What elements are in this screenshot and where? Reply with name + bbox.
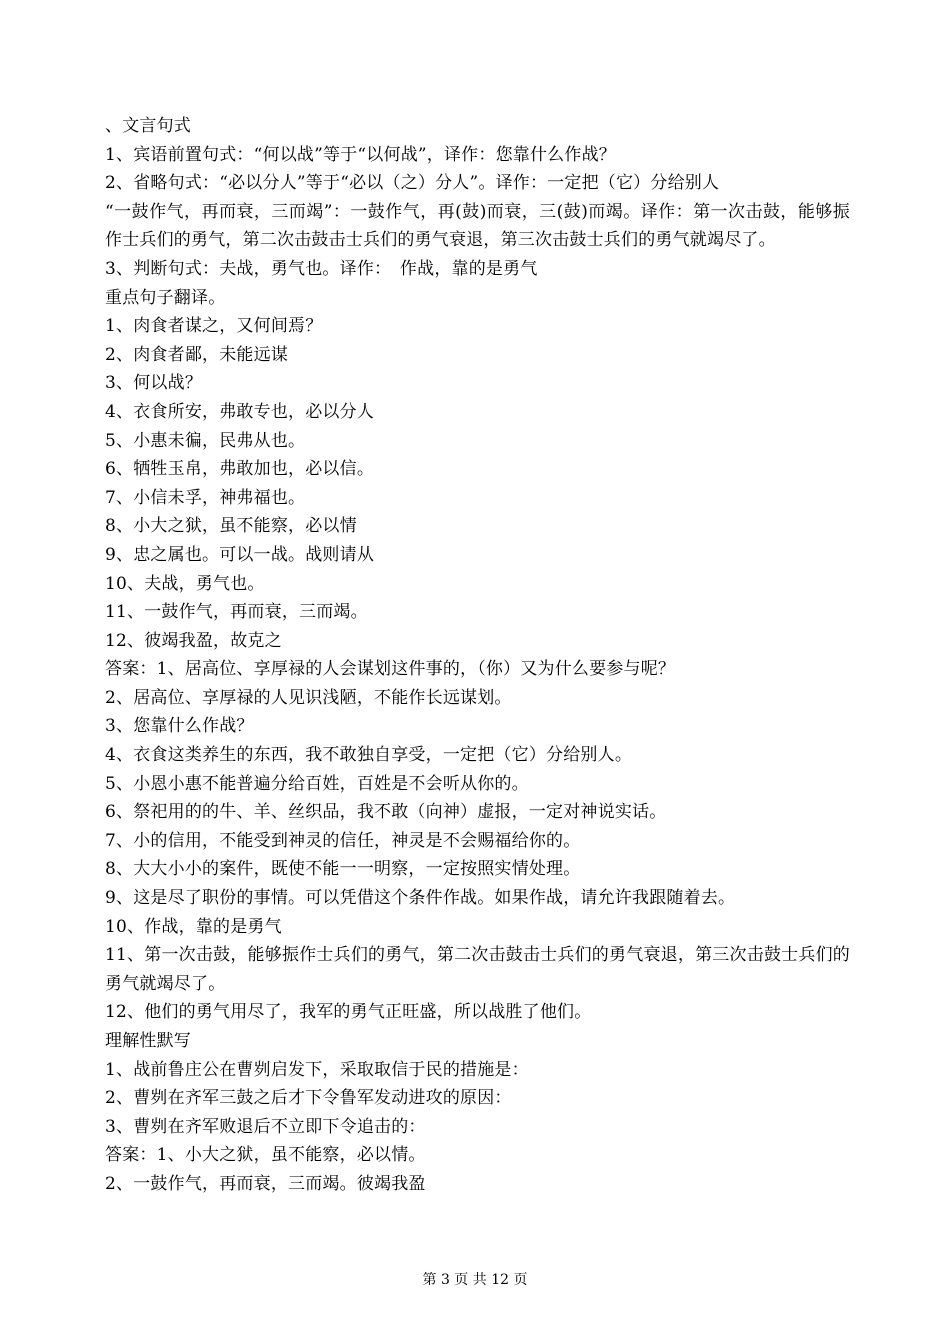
sentence-item: 6、牺牲玉帛，弗敢加也，必以信。: [105, 459, 375, 480]
answer-item-12: 12、他们的勇气用尽了，我军的勇气正旺盛，所以战胜了他们。: [105, 1002, 592, 1023]
dictation-question: 3、曹刿在齐军败退后不立即下令追击的：: [105, 1116, 426, 1137]
answer-item: 8、大大小小的案件，既使不能一一明察，一定按照实情处理。: [105, 859, 581, 880]
answer-item: 5、小恩小惠不能普遍分给百姓，百姓是不会听从你的。: [105, 773, 529, 794]
syntax-item-2: 2、省略句式：“必以分人”等于“必以（之）分人”。译作：一定把（它）分给别人: [105, 173, 720, 194]
answer-item: 答案：1、居高位、享厚禄的人会谋划这件事的，（你）又为什么要参与呢？: [105, 659, 676, 680]
sentence-item: 2、肉食者鄙，未能远谋: [105, 344, 289, 365]
answer-item: 7、小的信用，不能受到神灵的信任，神灵是不会赐福给你的。: [105, 830, 581, 851]
dictation-answer: 答案：1、小大之狱，虽不能察，必以情。: [105, 1145, 426, 1166]
sentence-item: 11、一鼓作气，再而衰，三而竭。: [105, 602, 368, 623]
answer-item: 2、居高位、享厚禄的人见识浅陋，不能作长远谋划。: [105, 687, 512, 708]
sentence-item: 10、夫战，勇气也。: [105, 573, 265, 594]
dictation-answer: 2、一鼓作气，再而衰，三而竭。彼竭我盈: [105, 1173, 426, 1194]
sentence-item: 4、衣食所安，弗敢专也，必以分人: [105, 401, 375, 422]
answer-item-11: 11、第一次击鼓，能够振作士兵们的勇气，第二次击鼓击士兵们的勇气衰退，第三次击鼓士兵们的勇气就竭尽了。: [105, 945, 850, 994]
answer-item: 3、您靠什么作战？: [105, 716, 254, 737]
answer-item: 4、衣食这类养生的东西，我不敢独自享受，一定把（它）分给别人。: [105, 745, 633, 766]
sentence-item: 3、何以战？: [105, 373, 203, 394]
syntax-item-3: 3、判断句式：夫战，勇气也。译作： 作战，靠的是勇气: [105, 258, 538, 279]
answer-item: 9、这是尽了职份的事情。可以凭借这个条件作战。如果作战，请允许我跟随着去。: [105, 888, 736, 909]
answer-item: 10、作战，靠的是勇气: [105, 916, 282, 937]
dictation-question: 1、战前鲁庄公在曹刿启发下，采取取信于民的措施是：: [105, 1059, 529, 1080]
syntax-item-1: 1、宾语前置句式：“何以战”等于“以何战”，译作：您靠什么作战？: [105, 144, 616, 165]
sentence-item: 12、彼竭我盈，故克之: [105, 630, 282, 651]
sentence-item: 8、小大之狱，虽不能察，必以情: [105, 516, 357, 537]
translation-heading: 重点句子翻译。: [105, 287, 226, 308]
page-number-footer: 第 3 页 共 12 页: [422, 1272, 528, 1288]
syntax-item-2-example: “一鼓作气，再而衰，三而竭”：一鼓作气，再(鼓)而衰，三(鼓)而竭。译作：第一次击鼓，能够振作士兵们的勇气，第二次击鼓击士兵们的勇气衰退，第三次击鼓士兵们的勇气就竭尽了。: [105, 201, 850, 251]
syntax-heading: 、文言句式: [105, 116, 191, 136]
sentence-item: 9、忠之属也。可以一战。战则请从: [105, 544, 375, 565]
sentence-item: 7、小信未孚，神弗福也。: [105, 487, 306, 508]
answer-item: 6、祭祀用的的牛、羊、丝织品，我不敢（向神）虚报，一定对神说实话。: [105, 802, 667, 823]
sentence-item: 1、肉食者谋之，又何间焉？: [105, 316, 323, 337]
dictation-heading: 理解性默写: [105, 1031, 191, 1051]
dictation-question: 2、曹刿在齐军三鼓之后才下令鲁军发动进攻的原因：: [105, 1088, 512, 1109]
sentence-item: 5、小惠未徧，民弗从也。: [105, 430, 306, 451]
document-body: [105, 112, 850, 1199]
